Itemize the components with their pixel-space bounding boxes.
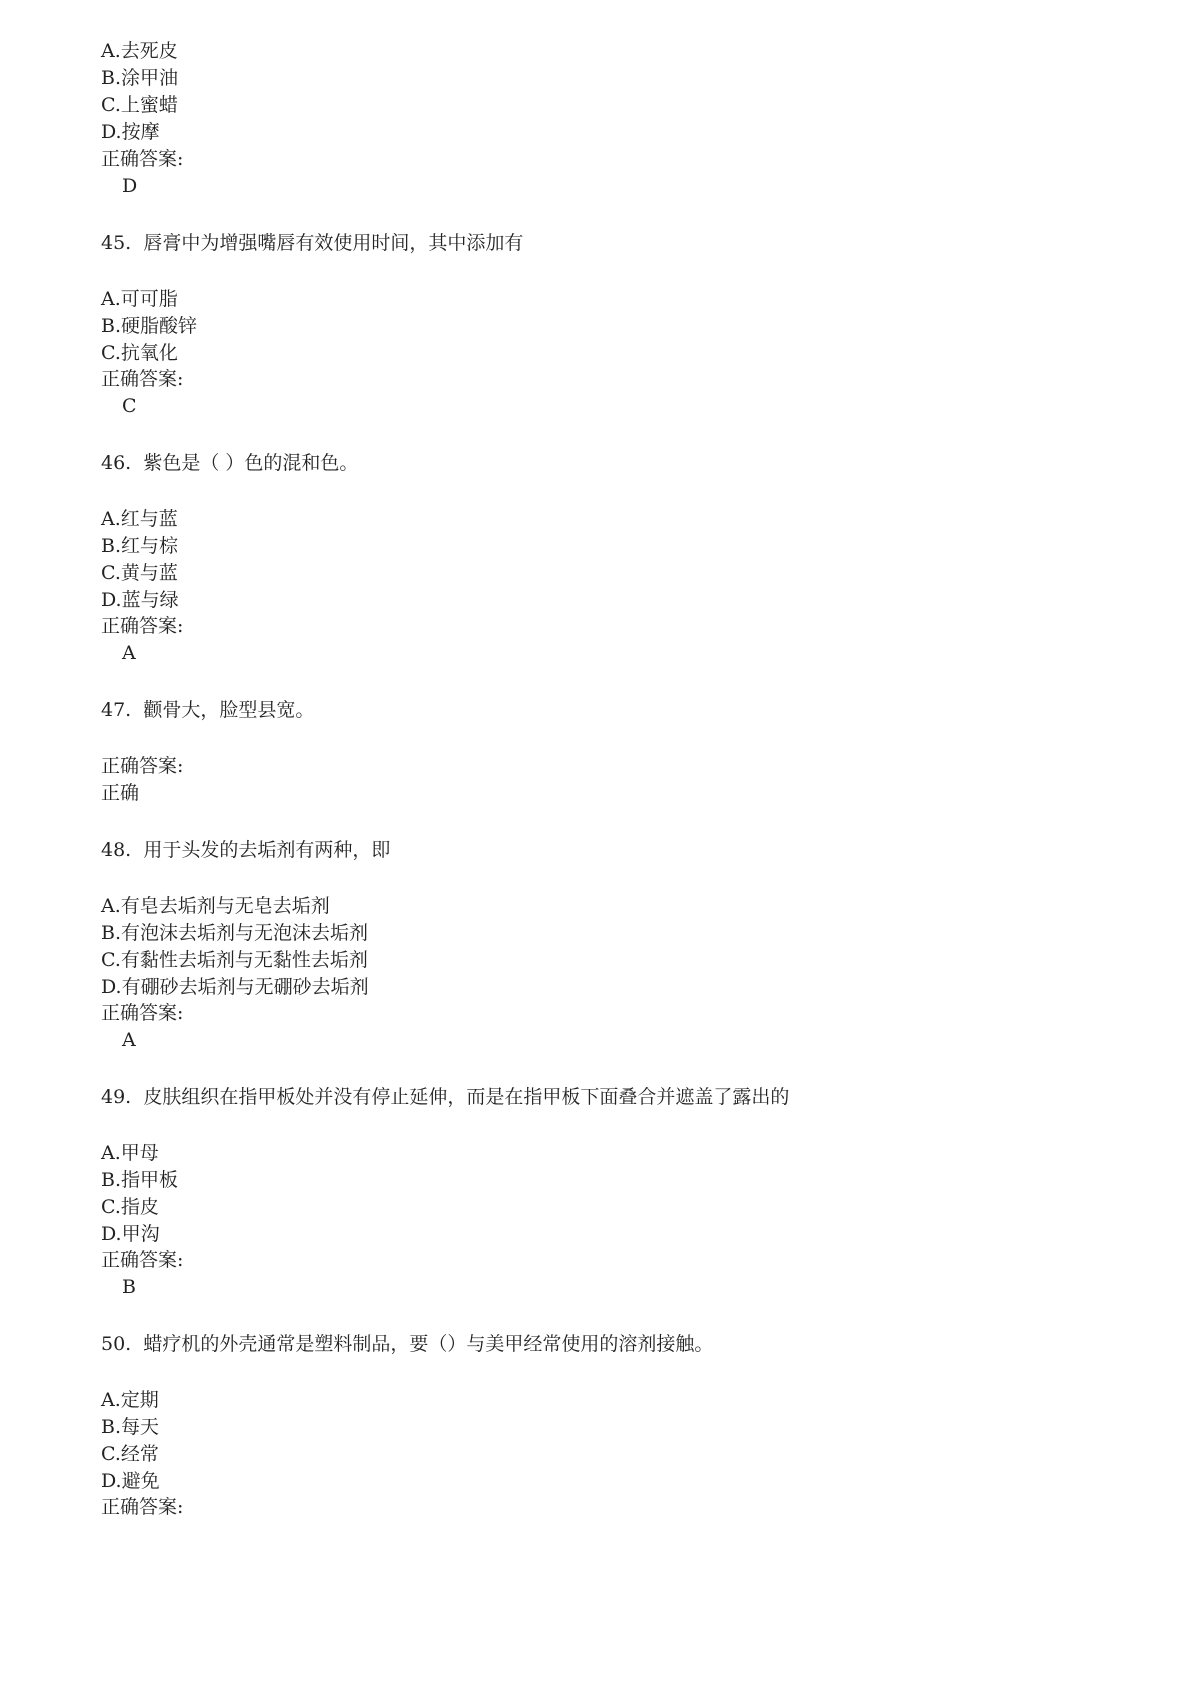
answer-value: B [122, 1276, 136, 1298]
option-b: B.红与棕 [101, 535, 179, 557]
option-a: A.红与蓝 [101, 508, 178, 530]
option-a: A.甲母 [101, 1142, 159, 1164]
question-46 [101, 450, 358, 476]
question-number: 50. [101, 1333, 132, 1355]
option-d: D.蓝与绿 [101, 589, 179, 611]
option-b: B.有泡沫去垢剂与无泡沫去垢剂 [101, 922, 369, 944]
question-49 [101, 1084, 789, 1110]
answer-label: 正确答案: [101, 615, 184, 637]
option-c: C.经常 [101, 1443, 159, 1465]
question-45 [101, 230, 523, 256]
option-a: A.去死皮 [101, 40, 178, 62]
option-b: B.硬脂酸锌 [101, 315, 198, 337]
question-number: 48. [101, 839, 132, 861]
question-50 [101, 1331, 713, 1357]
answer-label: 正确答案: [101, 368, 184, 390]
question-text: 用于头发的去垢剂有两种，即 [143, 839, 391, 861]
option-a: A.定期 [101, 1389, 159, 1411]
option-c: C.指皮 [101, 1196, 159, 1218]
question-48 [101, 837, 390, 863]
answer-label: 正确答案: [101, 1496, 184, 1518]
answer-label: 正确答案: [101, 755, 184, 777]
question-text: 唇膏中为增强嘴唇有效使用时间，其中添加有 [143, 232, 524, 254]
answer-label: 正确答案: [101, 1249, 184, 1271]
option-a: A.可可脂 [101, 288, 178, 310]
option-d: D.按摩 [101, 121, 160, 143]
answer-value: A [122, 642, 136, 664]
option-d: D.有硼砂去垢剂与无硼砂去垢剂 [101, 976, 369, 998]
option-a: A.有皂去垢剂与无皂去垢剂 [101, 895, 330, 917]
answer-label: 正确答案: [101, 148, 184, 170]
question-number: 49. [101, 1086, 132, 1108]
answer-value: 正确 [101, 782, 140, 804]
answer-label: 正确答案: [101, 1002, 184, 1024]
option-c: C.抗氧化 [101, 342, 178, 364]
question-number: 46. [101, 452, 132, 474]
option-d: D.避免 [101, 1470, 160, 1492]
question-number: 45. [101, 232, 132, 254]
question-47 [101, 697, 314, 723]
option-c: C.黄与蓝 [101, 562, 178, 584]
option-b: B.每天 [101, 1416, 160, 1438]
answer-value: D [122, 175, 138, 197]
option-d: D.甲沟 [101, 1223, 160, 1245]
question-number: 47. [101, 699, 132, 721]
option-c: C.上蜜蜡 [101, 94, 178, 116]
question-text: 颧骨大，脸型县宽。 [143, 699, 315, 721]
option-b: B.指甲板 [101, 1169, 179, 1191]
question-text: 紫色是（ ）色的混和色。 [143, 452, 359, 474]
question-text: 蜡疗机的外壳通常是塑料制品，要（）与美甲经常使用的溶剂接触。 [143, 1333, 714, 1355]
answer-value: C [122, 395, 137, 417]
answer-value: A [122, 1029, 136, 1051]
option-c: C.有黏性去垢剂与无黏性去垢剂 [101, 949, 368, 971]
question-text: 皮肤组织在指甲板处并没有停止延伸，而是在指甲板下面叠合并遮盖了露出的 [143, 1086, 790, 1108]
option-b: B.涂甲油 [101, 67, 179, 89]
